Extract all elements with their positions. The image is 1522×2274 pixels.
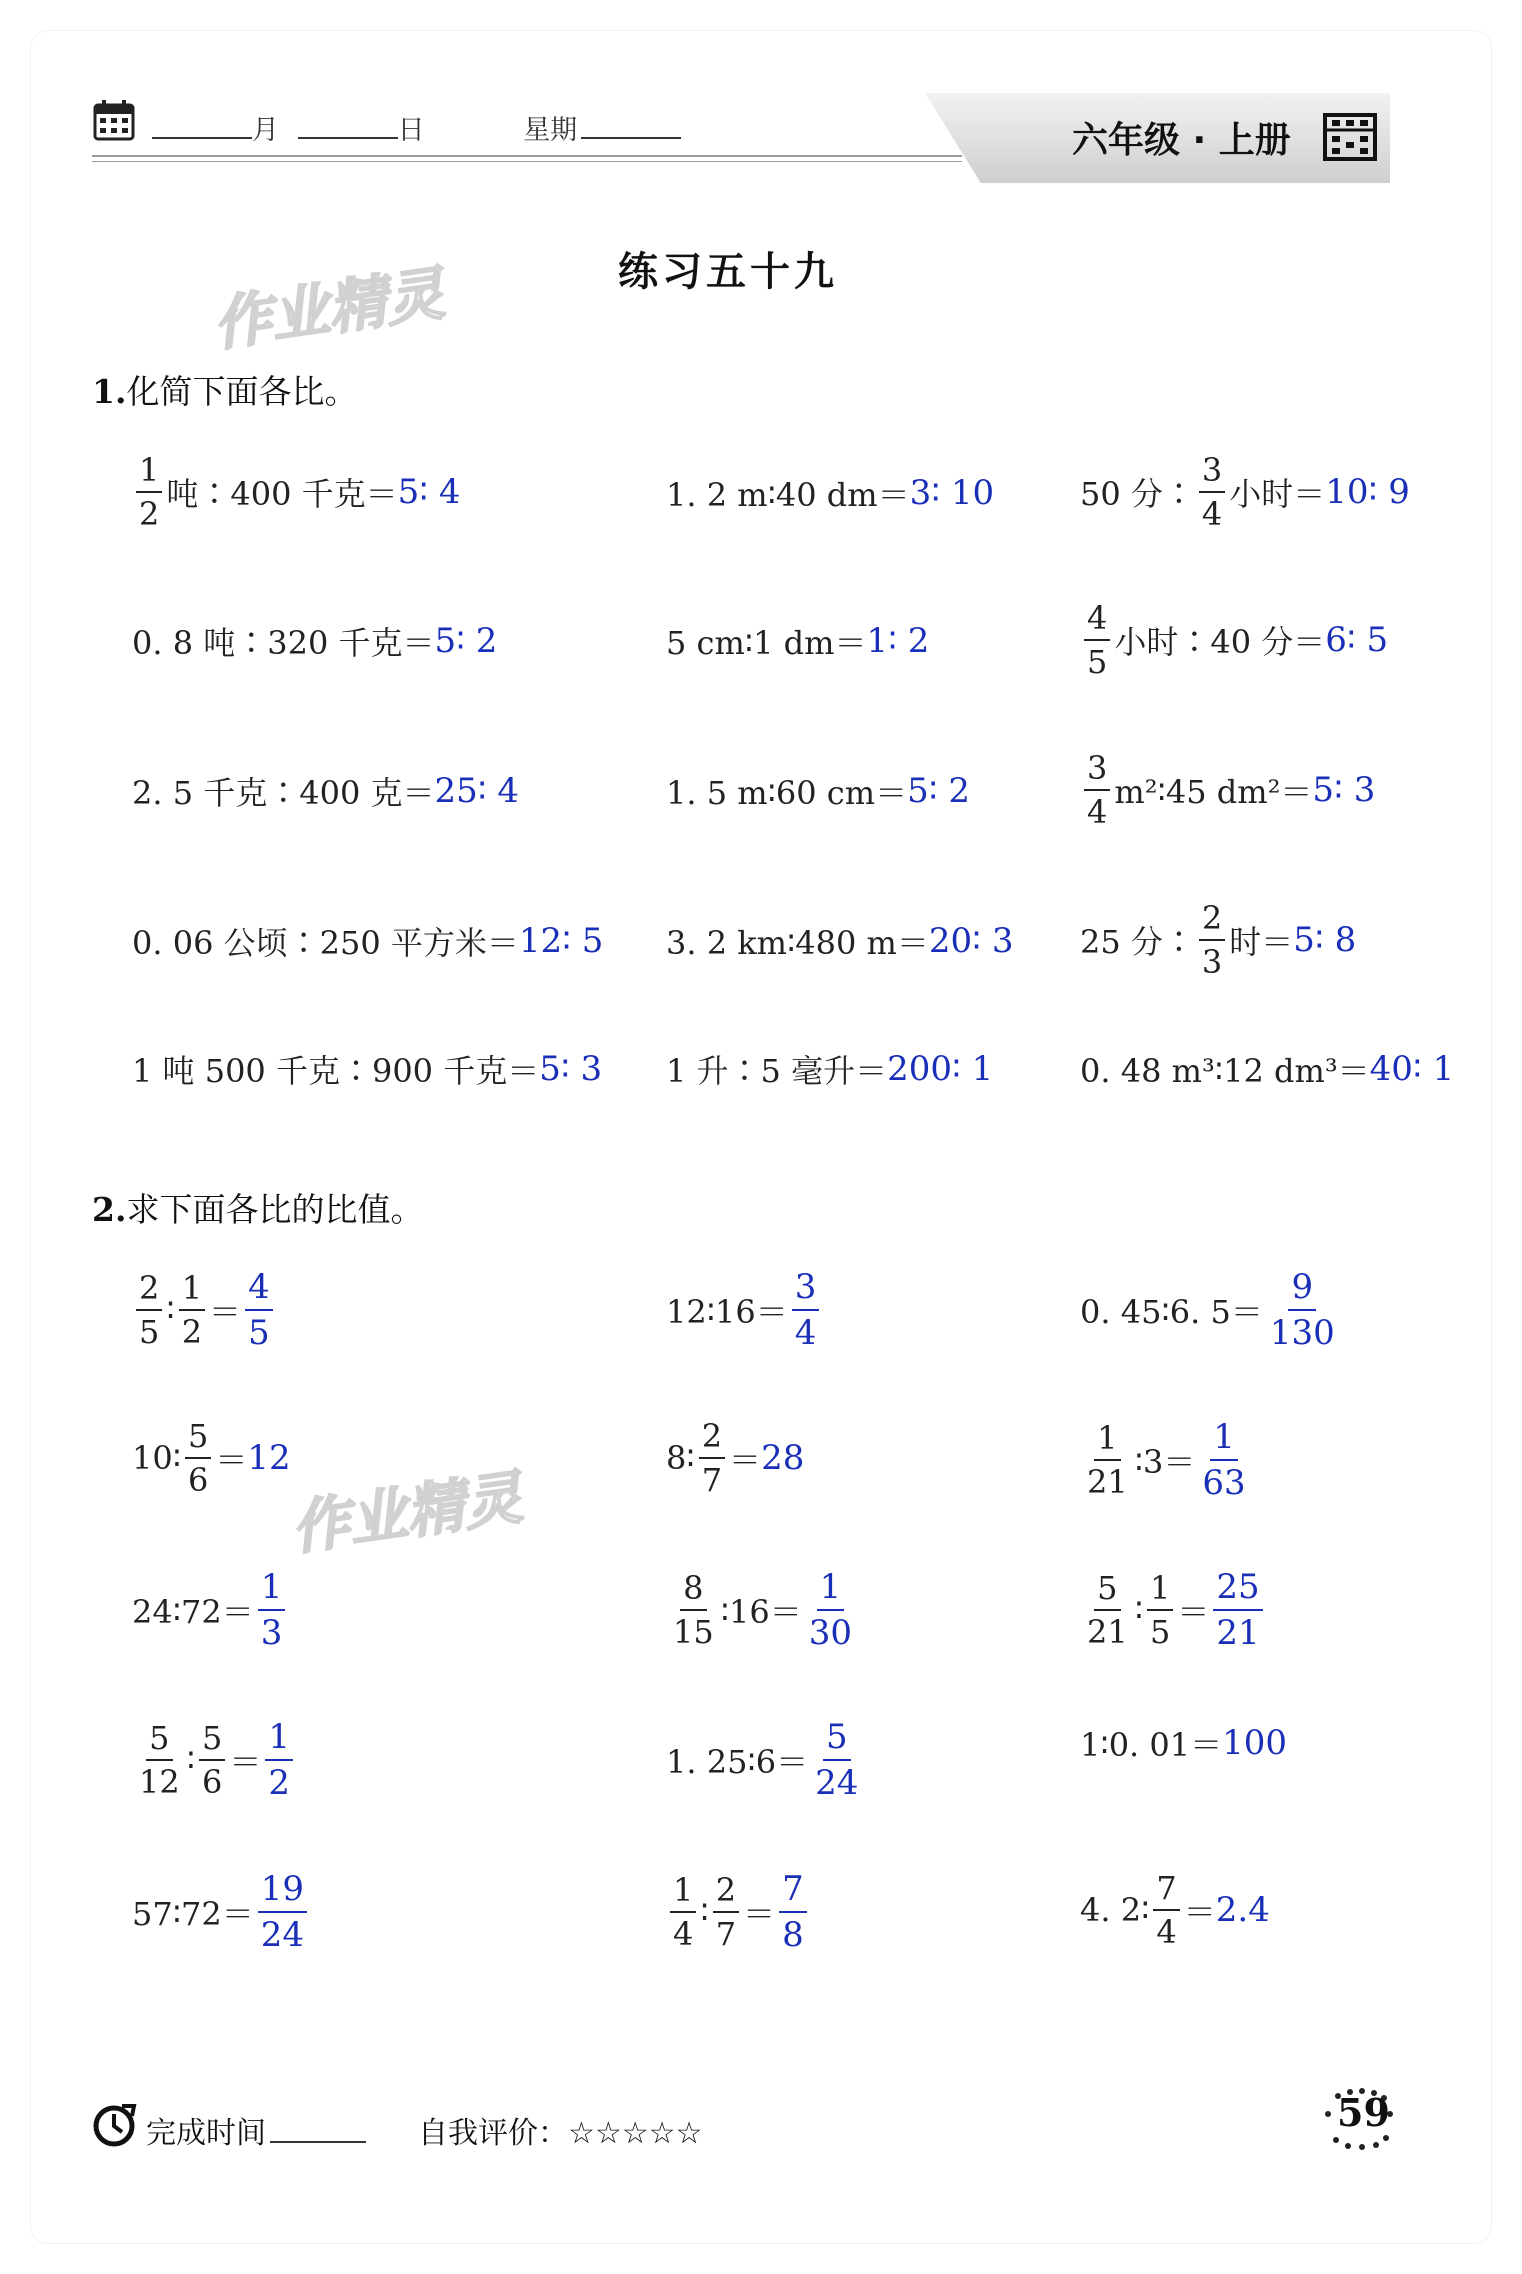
simplify-problem xyxy=(666,618,929,664)
problem-fraction-numerator: 2 xyxy=(713,1874,739,1913)
answer: 5∶ 3 xyxy=(539,1049,603,1089)
problem-fraction-denominator: 4 xyxy=(1156,1913,1177,1951)
problem-fraction-denominator: 4 xyxy=(673,1915,694,1953)
section-2-text: 求下面各比的比值。 xyxy=(126,1190,424,1229)
problem-text: 2. 5 千克∶400 克＝ xyxy=(132,774,435,812)
answer: 20∶ 3 xyxy=(928,921,1014,961)
problem-fraction xyxy=(1084,1569,1131,1651)
ratio-value-problem xyxy=(132,1717,297,1803)
problem-text: 57∶72＝ xyxy=(132,1895,254,1933)
answer: 12∶ 5 xyxy=(518,921,604,961)
grade-label: 六年级 · 上册 xyxy=(1072,120,1291,161)
ratio-value-problem xyxy=(1080,1567,1267,1653)
problem-fraction xyxy=(199,1719,225,1801)
section-1-number: 1. xyxy=(92,372,127,411)
watermark-text: 作业精灵 xyxy=(209,259,449,359)
problem-fraction xyxy=(1199,899,1225,981)
problem-text: 4. 2∶ xyxy=(1080,1891,1150,1929)
problem-fraction-denominator: 4 xyxy=(1201,495,1223,533)
ratio-value-problem xyxy=(666,1417,805,1499)
problem-text: 1. 5 m∶60 cm＝ xyxy=(666,774,908,812)
problem-fraction-denominator: 2 xyxy=(181,1313,203,1351)
problem-fraction-numerator: 5 xyxy=(1094,1572,1120,1611)
answer-fraction-denominator: 130 xyxy=(1269,1313,1335,1353)
answer-fraction-denominator: 3 xyxy=(260,1613,283,1653)
simplify-problem xyxy=(666,768,970,814)
problem-fraction xyxy=(1084,1419,1131,1501)
answer-fraction-numerator: 1 xyxy=(817,1570,845,1611)
answer: 5∶ 8 xyxy=(1293,920,1357,960)
problem-text: 0. 06 公顷∶250 平方米＝ xyxy=(132,924,519,962)
answer-fraction-denominator: 24 xyxy=(815,1763,859,1803)
simplify-problem xyxy=(1080,899,1357,981)
answer-fraction xyxy=(265,1717,293,1803)
problem-fraction-denominator: 5 xyxy=(139,1313,160,1351)
problem-fraction xyxy=(136,451,162,533)
page-number: 59 xyxy=(1337,2090,1390,2135)
problem-text: 50 分∶ xyxy=(1080,475,1195,513)
answer-fraction-numerator: 3 xyxy=(792,1270,820,1311)
answer-fraction-numerator: 4 xyxy=(245,1270,273,1311)
problem-text: 8∶ xyxy=(666,1439,695,1477)
problem-text: 10∶ xyxy=(132,1439,182,1477)
ratio-value-problem xyxy=(132,1869,311,1955)
problem-fraction-numerator: 1 xyxy=(1094,1422,1120,1461)
watermark-text-2: 作业精灵 xyxy=(287,1463,527,1563)
answer: 12 xyxy=(247,1438,291,1478)
simplify-problem xyxy=(1080,451,1410,533)
answer-fraction xyxy=(1267,1267,1338,1353)
answer-fraction-denominator: 21 xyxy=(1216,1613,1260,1653)
problem-text: 3. 2 km∶480 m＝ xyxy=(666,924,929,962)
problem-fraction-denominator: 15 xyxy=(673,1613,714,1651)
problem-text: 0. 8 吨∶320 千克＝ xyxy=(132,624,435,662)
calendar-icon xyxy=(92,98,136,142)
ratio-value-problem xyxy=(666,1869,811,1955)
problem-fraction-numerator: 5 xyxy=(199,1722,225,1761)
problem-fraction-denominator: 6 xyxy=(188,1461,209,1499)
simplify-problem xyxy=(1080,1046,1454,1092)
answer-fraction-denominator: 24 xyxy=(260,1915,305,1955)
problem-text: 1 升∶5 毫升＝ xyxy=(666,1052,888,1090)
problem-fraction-numerator: 5 xyxy=(146,1722,172,1761)
problem-text: 吨∶400 千克＝ xyxy=(166,475,398,513)
equals-sign: ＝ xyxy=(1183,1893,1216,1931)
answer: 3∶ 10 xyxy=(909,473,995,513)
answer-fraction-numerator: 25 xyxy=(1213,1570,1262,1611)
simplify-problem xyxy=(666,470,994,516)
section-2-number: 2. xyxy=(92,1190,127,1229)
problem-text: 12∶16＝ xyxy=(666,1293,788,1331)
problem-fraction-denominator: 3 xyxy=(1201,943,1223,981)
problem-fraction xyxy=(136,1269,162,1351)
problem-text: 25 分∶ xyxy=(1080,923,1195,961)
problem-fraction-denominator: 5 xyxy=(1150,1613,1171,1651)
answer-fraction-denominator: 8 xyxy=(782,1915,804,1955)
problem-text: 小时∶40 分＝ xyxy=(1114,623,1326,661)
answer-fraction xyxy=(792,1267,820,1353)
answer-fraction xyxy=(806,1567,855,1653)
answer-fraction xyxy=(1213,1567,1262,1653)
simplify-problem xyxy=(1080,749,1376,831)
ratio-value-problem xyxy=(1080,1417,1253,1503)
problem-text: 时＝ xyxy=(1229,923,1294,961)
header-rule-thin xyxy=(92,161,962,162)
problem-fraction-denominator: 4 xyxy=(1087,793,1108,831)
answer-fraction-denominator: 2 xyxy=(268,1763,291,1803)
answer-fraction-numerator: 5 xyxy=(823,1720,851,1761)
answer: 200∶ 1 xyxy=(887,1049,994,1089)
problem-text: 24∶72＝ xyxy=(132,1593,254,1631)
ratio-value-problem xyxy=(132,1267,277,1353)
problem-text: 1∶0. 01＝ xyxy=(1080,1726,1223,1764)
problem-text: 1. 25∶6＝ xyxy=(666,1743,809,1781)
answer: 1∶ 2 xyxy=(866,621,930,661)
simplify-problem xyxy=(132,768,519,814)
answer-fraction-numerator: 1 xyxy=(265,1720,293,1761)
answer-fraction-numerator: 19 xyxy=(258,1872,307,1913)
ratio-value-problem xyxy=(1080,1720,1287,1766)
problem-fraction-numerator: 7 xyxy=(1153,1872,1179,1911)
weekday-blank[interactable] xyxy=(581,115,681,139)
self-evaluation: 自我评价：☆☆☆☆☆ xyxy=(418,2116,703,2151)
ratio-value-problem xyxy=(666,1717,865,1803)
problem-fraction-numerator: 1 xyxy=(179,1272,205,1311)
answer-fraction-denominator: 4 xyxy=(794,1313,817,1353)
answer-fraction-numerator: 9 xyxy=(1288,1270,1316,1311)
answer: 28 xyxy=(761,1438,805,1478)
problem-text: 0. 45∶6. 5＝ xyxy=(1080,1293,1263,1331)
problem-fraction xyxy=(1084,599,1110,681)
ratio-sign: ∶ xyxy=(166,1291,175,1329)
simplify-problem xyxy=(1080,599,1389,681)
problem-fraction-numerator: 2 xyxy=(136,1272,162,1311)
simplify-problem xyxy=(666,1046,993,1092)
equals-sign: ＝ xyxy=(209,1293,242,1331)
date-line xyxy=(152,108,681,147)
completion-time-label: 完成时间 xyxy=(146,2116,266,2151)
equals-sign: ＝ xyxy=(729,1441,762,1479)
problem-fraction-numerator: 3 xyxy=(1199,454,1225,493)
simplify-problem xyxy=(132,918,603,964)
answer: 100 xyxy=(1222,1723,1288,1763)
ratio-value-problem xyxy=(666,1567,859,1653)
simplify-problem xyxy=(132,451,461,533)
problem-fraction xyxy=(136,1719,183,1801)
ratio-value-problem xyxy=(132,1417,291,1499)
answer-fraction xyxy=(245,1267,273,1353)
answer-fraction-denominator: 5 xyxy=(248,1313,270,1353)
answer-fraction-numerator: 7 xyxy=(779,1872,807,1913)
clock-icon xyxy=(92,2102,138,2148)
problem-fraction xyxy=(1153,1869,1179,1951)
ratio-sign: ∶ xyxy=(186,1741,196,1779)
problem-fraction-numerator: 4 xyxy=(1084,602,1110,641)
equals-sign: ＝ xyxy=(229,1743,262,1781)
month-blank[interactable] xyxy=(152,115,252,139)
problem-text: ∶16＝ xyxy=(720,1593,802,1631)
answer: 6∶ 5 xyxy=(1325,620,1389,660)
equals-sign: ＝ xyxy=(743,1895,776,1933)
answer: 25∶ 4 xyxy=(434,771,520,811)
ratio-value-problem xyxy=(132,1567,289,1653)
simplify-problem xyxy=(132,618,497,664)
simplify-problem xyxy=(666,918,1013,964)
problem-fraction xyxy=(185,1417,211,1499)
problem-fraction xyxy=(1147,1569,1173,1651)
abacus-icon xyxy=(1322,112,1378,162)
problem-fraction xyxy=(1199,451,1225,533)
problem-fraction-numerator: 1 xyxy=(670,1874,696,1913)
ratio-value-problem xyxy=(666,1267,823,1353)
completion-time-blank[interactable] xyxy=(270,2119,366,2143)
answer-fraction xyxy=(779,1869,807,1955)
problem-fraction xyxy=(713,1871,739,1953)
answer-fraction xyxy=(812,1717,861,1803)
answer-fraction-denominator: 30 xyxy=(808,1613,853,1653)
problem-fraction-denominator: 12 xyxy=(139,1763,180,1801)
problem-text: 1. 2 m∶40 dm＝ xyxy=(666,476,910,514)
problem-fraction-denominator: 7 xyxy=(715,1915,737,1953)
problem-fraction xyxy=(179,1269,205,1351)
problem-fraction-numerator: 2 xyxy=(1199,902,1225,941)
page-title: 练习五十九 xyxy=(618,249,838,295)
problem-text: 1 吨 500 千克∶900 千克＝ xyxy=(132,1052,540,1090)
section-1-text: 化简下面各比。 xyxy=(126,372,358,411)
problem-text: 5 cm∶1 dm＝ xyxy=(666,624,867,662)
equals-sign: ＝ xyxy=(215,1441,248,1479)
problem-fraction xyxy=(1084,749,1110,831)
day-blank[interactable] xyxy=(298,115,398,139)
problem-fraction-numerator: 5 xyxy=(185,1420,211,1459)
problem-fraction-numerator: 8 xyxy=(680,1572,706,1611)
completion-time xyxy=(146,2108,366,2152)
month-label: 月 xyxy=(252,115,279,146)
section-1-heading xyxy=(92,366,357,413)
ratio-value-problem xyxy=(1080,1869,1270,1951)
equals-sign: ＝ xyxy=(1177,1593,1210,1631)
problem-fraction-denominator: 21 xyxy=(1087,1613,1128,1651)
problem-fraction-numerator: 2 xyxy=(699,1420,725,1459)
answer-fraction-denominator: 63 xyxy=(1202,1463,1246,1503)
answer-fraction xyxy=(258,1869,307,1955)
problem-fraction xyxy=(670,1871,696,1953)
problem-text: 小时＝ xyxy=(1229,475,1326,513)
answer: 2.4 xyxy=(1215,1890,1270,1930)
problem-fraction xyxy=(699,1417,725,1499)
problem-fraction-numerator: 1 xyxy=(1147,1572,1173,1611)
answer-fraction xyxy=(1199,1417,1248,1503)
answer-fraction xyxy=(258,1567,286,1653)
answer: 10∶ 9 xyxy=(1325,472,1410,512)
answer-fraction-numerator: 1 xyxy=(258,1570,286,1611)
section-2-heading xyxy=(92,1184,423,1231)
problem-text: m²∶45 dm²＝ xyxy=(1114,773,1313,811)
answer-fraction-numerator: 1 xyxy=(1210,1420,1238,1461)
ratio-sign: ∶ xyxy=(700,1893,709,1931)
answer: 40∶ 1 xyxy=(1369,1049,1455,1089)
answer: 5∶ 2 xyxy=(907,771,970,811)
answer: 5∶ 3 xyxy=(1312,770,1376,810)
problem-fraction-denominator: 21 xyxy=(1087,1463,1128,1501)
problem-fraction xyxy=(670,1569,717,1651)
weekday-label: 星期 xyxy=(523,115,578,146)
problem-text: 0. 48 m³∶12 dm³＝ xyxy=(1080,1052,1370,1090)
problem-fraction-denominator: 6 xyxy=(202,1763,223,1801)
problem-fraction-denominator: 7 xyxy=(701,1461,723,1499)
problem-fraction-numerator: 3 xyxy=(1084,752,1110,791)
answer: 5∶ 2 xyxy=(434,621,498,661)
answer: 5∶ 4 xyxy=(397,472,461,512)
header-rule xyxy=(92,155,962,157)
problem-fraction-denominator: 5 xyxy=(1087,643,1108,681)
simplify-problem xyxy=(132,1046,602,1092)
ratio-value-problem xyxy=(1080,1267,1342,1353)
problem-text: ∶3＝ xyxy=(1134,1443,1196,1481)
ratio-sign: ∶ xyxy=(1134,1591,1144,1629)
problem-fraction-numerator: 1 xyxy=(136,454,162,493)
problem-fraction-denominator: 2 xyxy=(139,495,160,533)
day-label: 日 xyxy=(397,115,425,146)
